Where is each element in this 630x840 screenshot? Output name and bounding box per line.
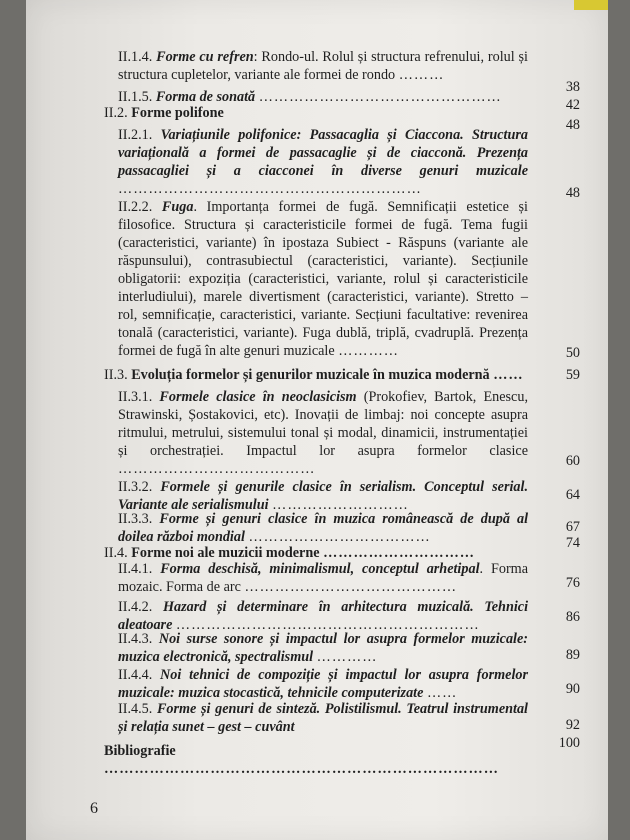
toc-entry-number: II.1.4.	[118, 49, 153, 65]
toc-entry-description: : Rondo-ul. Rolul și structura refrenului, rolul și structura cupletelor, variante ale formei de rondo	[118, 49, 528, 83]
toc-page-number: 60	[565, 453, 580, 469]
toc-entry-title: Noi tehnici de compoziție și impactul lor asupra formelor muzicale: muzica stocastică, tehnicile computerizate	[118, 667, 528, 701]
toc-entry-number: II.3.3.	[118, 511, 153, 527]
toc-entry-title: Noi surse sonore și impactul lor asupra formelor muzicale: muzica electronică, spectralismul	[118, 631, 528, 665]
toc-leader-dots: …………	[316, 649, 378, 665]
toc-leader-dots: ……………………………………	[244, 579, 458, 595]
toc-page-number: 50	[565, 345, 580, 361]
toc-entry-number: II.2.1.	[118, 127, 153, 143]
toc-page-number: 48	[565, 117, 580, 133]
toc-entry-title: Forme și genuri de sinteză. Polistilismul. Teatrul instrumental și relația sunet – gest – cuvânt	[118, 701, 528, 735]
toc-entry-ii-3-1[interactable]	[118, 388, 528, 478]
toc-leader-dots: ……………………………………………………	[118, 181, 422, 197]
toc-entry-number: II.4.5.	[118, 701, 153, 717]
toc-page-number: 92	[565, 717, 580, 733]
toc-entry-bibliografie[interactable]	[104, 742, 544, 778]
toc-page-number: 48	[565, 185, 580, 201]
toc-leader-dots: …………………………………	[118, 461, 316, 477]
toc-page-number: 67	[565, 519, 580, 535]
toc-entry-title: Hazard și determinare în arhitectura muzicală. Tehnici aleatoare	[118, 599, 529, 633]
toc-page-number: 86	[565, 609, 580, 625]
toc-entry-description: . Importanța formei de fugă. Semnificații estetice și filosofice. Structura și caracteristicile formei de fugă. Tema fugii (caracteristici, variante) în ipostaza Subiect - Răspuns (variante ale răspunsului), contrasubiectul (caracteristici, variante). Secțiunile obligatorii: expoziția (caracteristici, variante, rolul și caracteristicile interludiului), marele divertisment (caracteristici, variante). Stretto – rol, semnificație, caracteristici, variante. Secțiuni facultative: revenirea tonală (caracteristici, variante). Fuga dublă, triplă, cvadruplă. Prezența formei de fugă în alte genuri muzicale	[118, 199, 528, 359]
toc-entry-title: Forme cu refren	[156, 49, 254, 65]
toc-entry-title: Forme și genuri clasice în muzica românească de după al doilea război mondial	[118, 511, 529, 545]
toc-entry-number: II.2.	[104, 105, 128, 121]
toc-entry-ii-4-5[interactable]	[118, 700, 528, 736]
toc-page-number: 90	[565, 681, 580, 697]
toc-leader-dots: ………………………	[272, 497, 409, 513]
toc-page-number: 76	[565, 575, 580, 591]
toc-entry-title: Variațiunile polifonice: Passacaglia și Ciaccona. Structura variațională a formei de passacaglie și de ciacconă. Prezența passacagliei și a ciacconei în diverse genuri muzicale	[118, 127, 529, 179]
toc-entry-number: II.4.1.	[118, 561, 153, 577]
toc-entry-description: (Prokofiev, Bartok, Enescu, Strawinski, Șostakovici, etc). Inovații de limbaj: noi concepte asupra ritmului, metrului, sistemului tonal și modal, dinamicii, instrumentației și orchestrației. Impactul lor asupra formelor clasice	[118, 389, 528, 459]
toc-entry-number: II.2.2.	[118, 199, 153, 215]
toc-entry-ii-2[interactable]	[104, 104, 524, 122]
toc-entry-title: Forme noi ale muzicii moderne	[131, 545, 320, 561]
toc-entry-title: Formele și genurile clasice în serialism. Conceptul serial. Variante ale serialismului	[118, 479, 528, 513]
toc-leader-dots: …………	[338, 343, 399, 359]
toc-page-number: 42	[565, 97, 580, 113]
toc-entry-title: Fuga	[161, 199, 194, 215]
toc-entry-number: II.4.3.	[118, 631, 153, 647]
toc-page-number: 38	[565, 79, 580, 95]
toc-leader-dots: ……	[426, 685, 458, 701]
toc-entry-ii-1-4[interactable]	[118, 48, 528, 84]
toc-entry-title: Evoluția formelor și genurilor muzicale în muzica modernă	[131, 367, 490, 383]
toc-leader-dots: ……………………………………………………………………	[104, 761, 499, 777]
toc-page-number: 74	[565, 535, 580, 551]
toc-entry-number: II.1.5.	[118, 89, 153, 105]
toc-entry-ii-4-4[interactable]	[118, 666, 528, 702]
toc-entry-title: Bibliografie	[104, 743, 176, 759]
toc-entry-number: II.3.2.	[118, 479, 153, 495]
toc-leader-dots: ………	[398, 67, 445, 83]
toc-entry-ii-3-2[interactable]	[118, 478, 528, 514]
toc-entry-ii-2-1[interactable]	[118, 126, 528, 198]
toc-entry-ii-4-1[interactable]	[118, 560, 528, 596]
toc-page-number: 59	[565, 367, 580, 383]
toc-entry-ii-4-2[interactable]	[118, 598, 528, 634]
toc-entry-number: II.4.4.	[118, 667, 153, 683]
toc-page-number: 100	[558, 735, 580, 751]
toc-leader-dots: ………………………………	[248, 529, 431, 545]
toc-entry-ii-4-3[interactable]	[118, 630, 528, 666]
toc-entry-number: II.3.1.	[118, 389, 153, 405]
toc-page-number: 89	[565, 647, 580, 663]
toc-entry-number: II.3.	[104, 367, 128, 383]
toc-entry-ii-2-2[interactable]	[118, 198, 528, 360]
toc-page-number: 64	[565, 487, 580, 503]
toc-entry-number: II.4.	[104, 545, 128, 561]
toc-leader-dots: ……	[493, 367, 524, 383]
toc-entry-description: . Forma mozaic. Forma de arc	[118, 561, 529, 595]
page-number: 6	[90, 800, 98, 817]
toc-entry-title: Formele clasice în neoclasicism	[159, 389, 357, 405]
toc-entry-title: Forma de sonată	[155, 89, 256, 105]
toc-leader-dots: …………………………………………	[258, 89, 502, 105]
toc-leader-dots: …………………………	[323, 545, 475, 561]
toc-entry-title: Forma deschisă, minimalismul, conceptul arhetipal	[160, 561, 480, 577]
toc-entry-title: Forme polifone	[131, 105, 224, 121]
toc-entry-number: II.4.2.	[118, 599, 153, 615]
toc-leader-dots: ……………………………………………………	[175, 617, 480, 633]
toc-entry-ii-3-3[interactable]	[118, 510, 528, 546]
toc-entry-ii-3[interactable]	[104, 366, 534, 384]
